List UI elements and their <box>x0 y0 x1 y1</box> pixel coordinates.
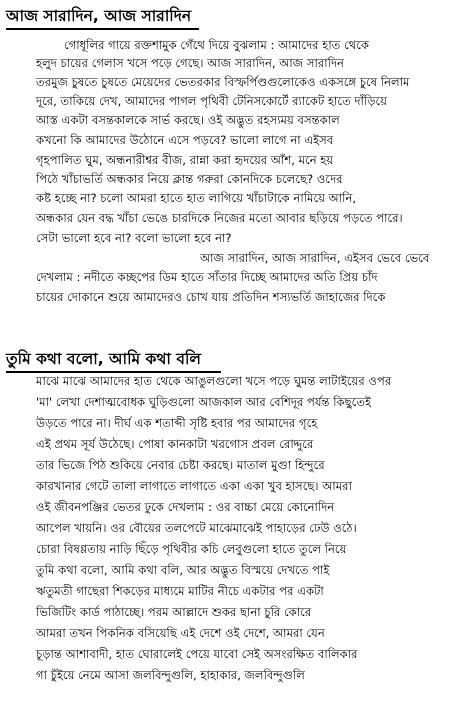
poem-line: গা চুঁইয়ে নেমে আসা জলবিন্দুগুলি, হাহাকার, জলবিন্দুগুলি <box>36 668 305 682</box>
poem-line: আজ সারাদিন, আজ সারাদিন, এইসব ভেবে ভেবে <box>200 251 430 265</box>
poem-line: চূড়ান্ত আশাবাদী, হাত ঘোরালেই পেয়ে যাবো সেই অসংরক্ষিত বালিকার <box>36 647 358 661</box>
poem-title-1: আজ সারাদিন, আজ সারাদিন <box>6 7 192 25</box>
poem-line: সেটা ভালো হবে না? বলো ভালো হবে না? <box>36 231 232 245</box>
poem-title-2: তুমি কথা বলো, আমি কথা বলি <box>6 350 201 368</box>
poem-line: আমরা তখন পিকনিক বসিয়েছি এই দেশে ওই দেশে, আমরা যেন <box>36 626 325 640</box>
poem-line: ঋতুমতী গাছেরা শিকড়ের মাধ্যমে মাটির নীচে একটার পর একটা <box>36 584 324 598</box>
poem-line: আপেল খায়নি। ওর বৌয়ের তলপেটে মাঝেমাঝেই পাহাড়ের ঢেউ ওঠে। <box>36 521 357 535</box>
poem-line: দেখলাম : নদীতে কচ্ছপের ডিম হাতে সাঁতার দিচ্ছে আমাদের অতি প্রিয় চাঁদ <box>36 270 378 284</box>
poem-line: অন্ধকার যেন বদ্ধ খাঁচা ভেঙে চারদিকে নিজের মতো আবার ছড়িয়ে পড়তে পারে। <box>36 211 403 225</box>
poem-line: ওই জীবনপঞ্জির ভেতর ঢুকে দেখলাম : ওর বাচ্চা মেয়ে কোনোদিন <box>36 500 335 514</box>
title-underline-1 <box>6 28 199 30</box>
poem-line: তুমি কথা বলো, আমি কথা বলি, আর অদ্ভুত বিস্ময়ে দেখতে পাই <box>36 563 330 577</box>
poem-line: গৃহপালিত ঘুম, অন্ধনারীশ্বর বীজ, রান্না করা হৃদয়ের আঁশ, মনে হয় <box>36 153 334 167</box>
poem-line: এই প্রথম সূর্য উঠেছে। পোষা কানকাটা খরগোস প্রবল রোদ্দুরে <box>36 437 314 451</box>
poem-line: 'মা' লেখা দেশাত্মবোধক ঘুড়িগুলো আজকাল আর বেশিদূর পর্যন্ত কিছুতেই <box>36 395 372 409</box>
poem-line: উড়তে পারে না। দীর্ঘ এক শতাব্দী সৃষ্টি হবার পর আমাদের গৃহে <box>36 416 318 430</box>
poem-line: তার ভিজে পিঠ শুকিয়ে নেবার চেষ্টা করছে। মাতাল মুগুা হিন্দুরে <box>36 458 325 472</box>
poem-line: দূরে, তাকিয়ে দেখ, আমাদের পাগল পৃথিবী টেনিসকোর্টে র‍্যাকেট হাতে দাঁড়িয়ে <box>36 94 387 108</box>
poem-line: কখনো কি আমাদের উঠোনে এসে পড়বে? ভালো লাগে না এইসব <box>36 133 334 147</box>
poem-line: চোরা বিষণ্ণতায় নাড়ি ছিঁড়ে পৃথিবীর কচি লেবুগুলো হাতে তুলে নিয়ে <box>36 542 347 556</box>
poem-line: পিঠে খাঁচাভর্তি অন্ধকার নিয়ে ক্লান্ত গরুরা কোনদিকে চলেছে? ওদের <box>36 172 343 186</box>
poem-line: আস্ত একটা বসন্তকালকে সার্ভ করছে। ওই অদ্ভুত রহস্যময় বসন্তকাল <box>36 113 340 127</box>
poem-line: তরমুজ চুষতে চুষতে মেয়েদের ভেতরকার বিস্ফর্পিণ্ডগুলোকেও একসঙ্গে চুষে নিলাম <box>36 75 410 89</box>
poem-line: হলুদ চায়ের গেলাস খসে পড়ে গেছে। আজ সারাদিন, আজ সারাদিন <box>36 56 344 70</box>
poem-line: গোধূলির গায়ে রক্তশামুক গেঁথে দিয়ে বুঝলাম : আমাদের হাত থেকে <box>64 38 370 52</box>
poem-line: মাঝে মাঝে আমাদের হাত থেকে আঙুলগুলো খসে পড়ে ঘুমন্ত লাটাইয়ের ওপর <box>36 374 392 388</box>
poem-line: কষ্ট হচ্ছে না? চলো আমরা হাতে হাত লাগিয়ে খাঁচাটাকে নামিয়ে আনি, <box>36 191 357 205</box>
poem-line: কারখানার গেটে তালা লাগাতে লাগাতে একা একা খুব হাসছে। আমরা <box>36 479 352 493</box>
poem-line: ভিজিটিং কার্ড পাঠাচ্ছে। পরম আল্লাদে শুকর ছানা চুরি কোরে <box>36 605 312 619</box>
poem-line: চায়ের দোকানে শুয়ে আমাদেরও চোখ যায় প্রতিদিন শস্যভর্তি জাহাজের দিকে <box>36 290 386 304</box>
